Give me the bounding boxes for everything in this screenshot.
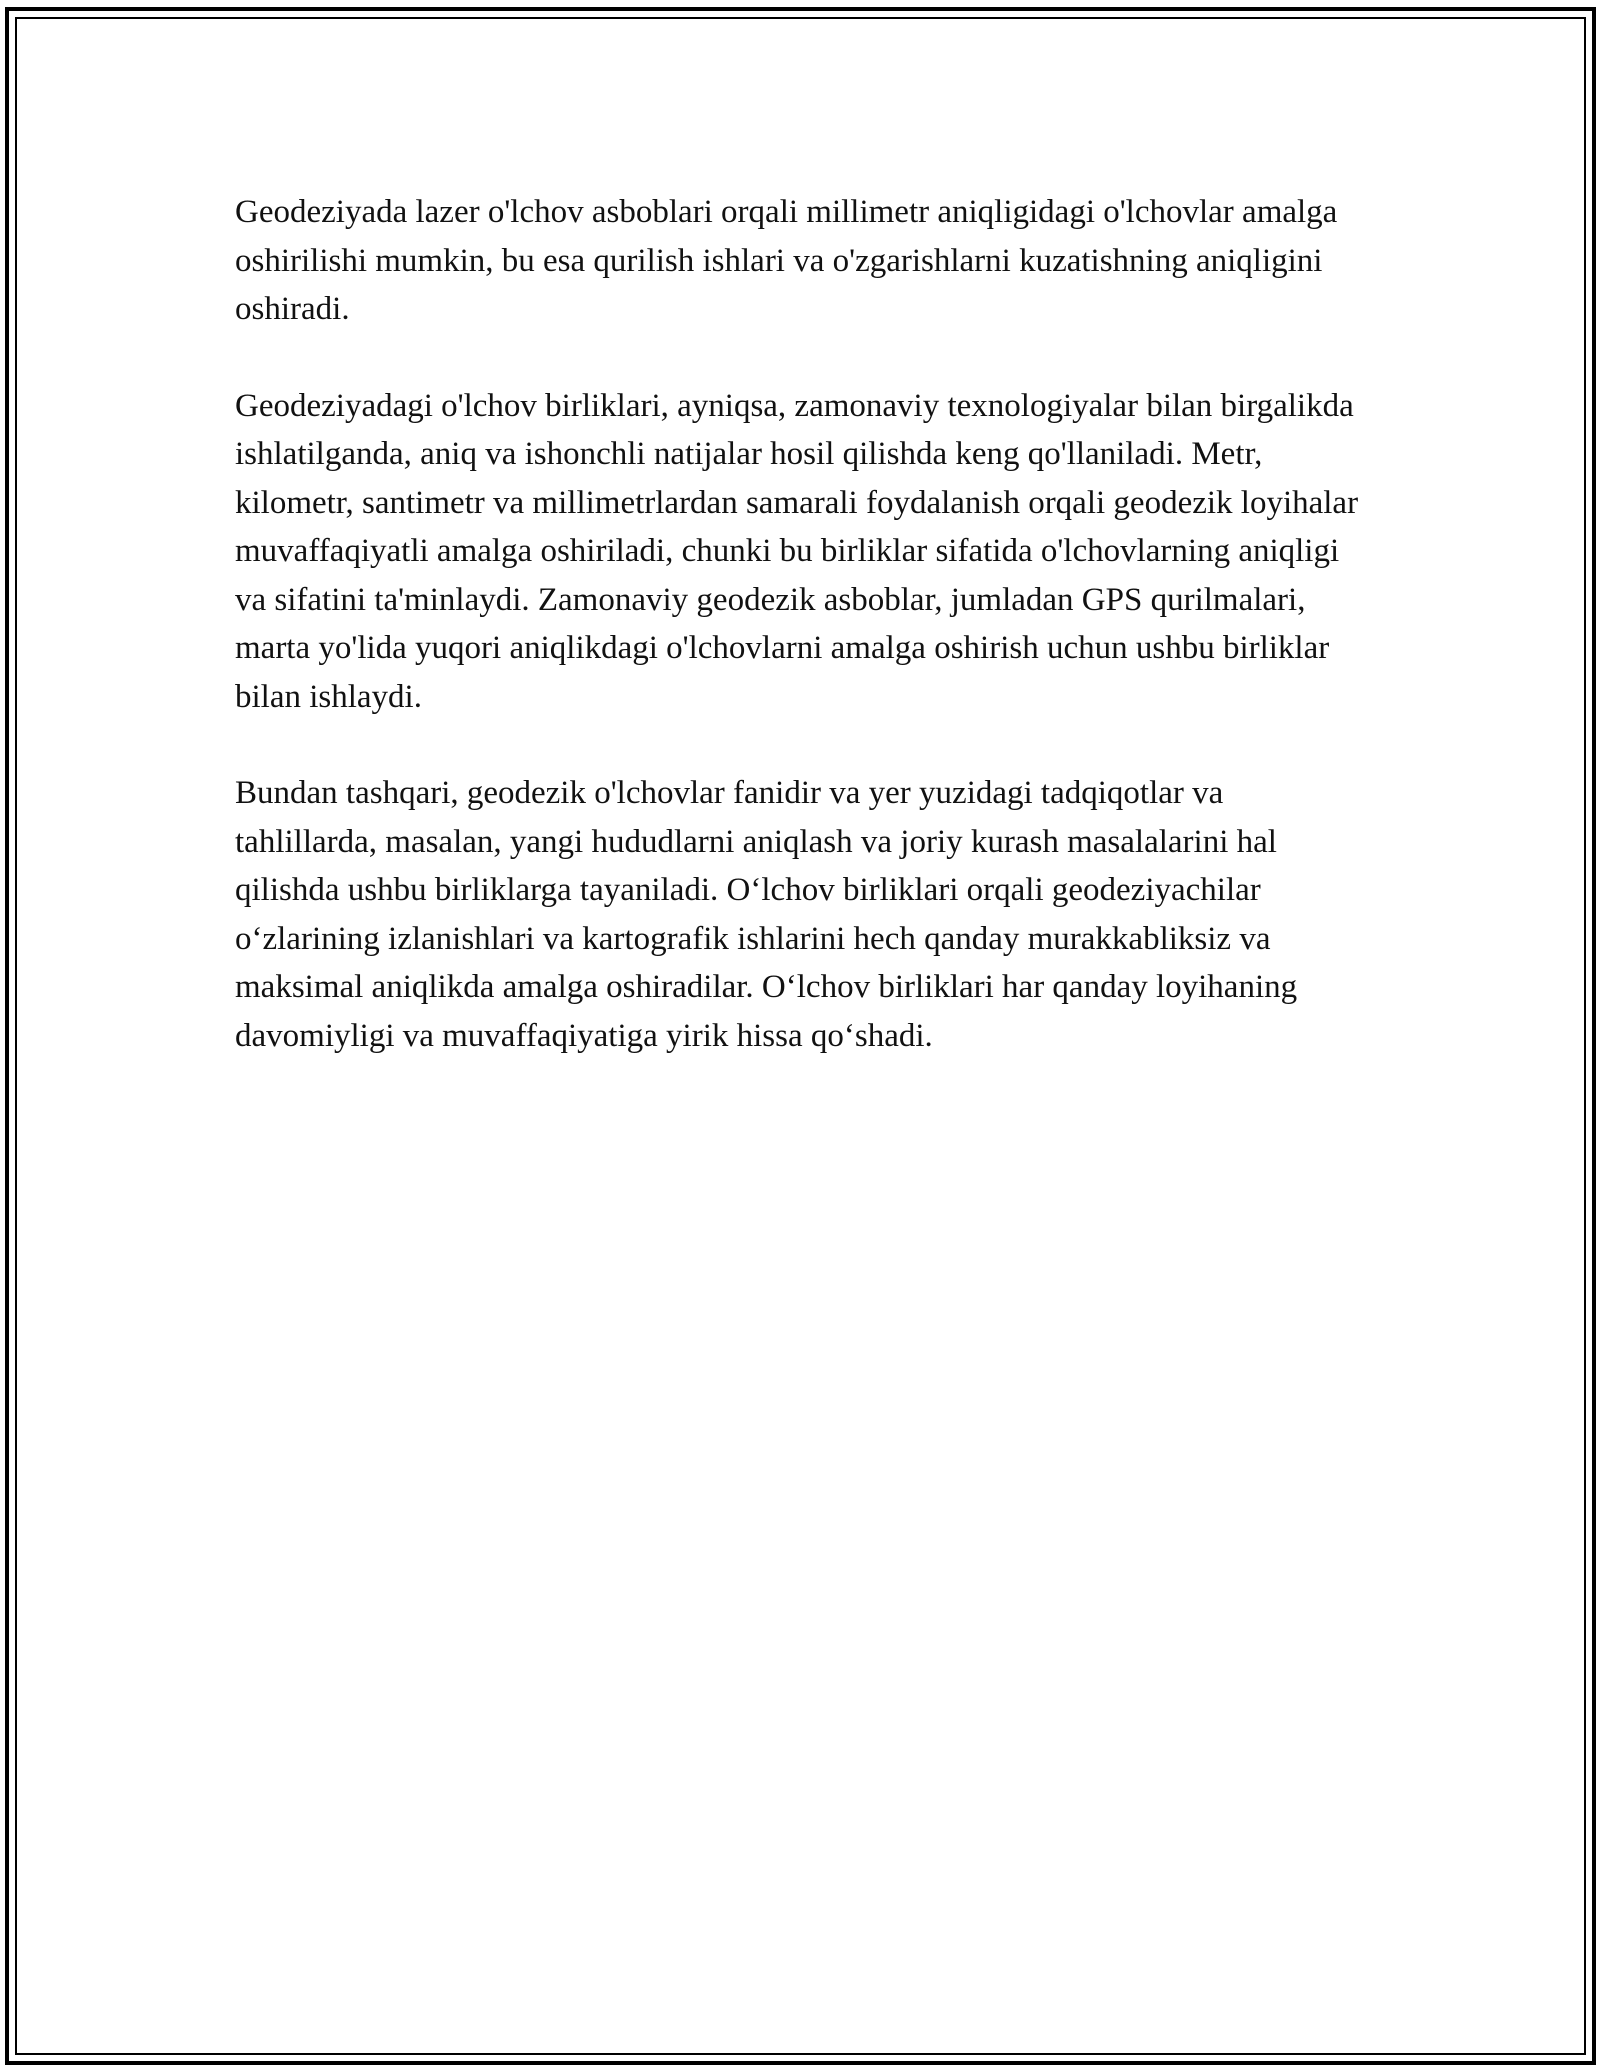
paragraph-2: Geodeziyadagi o'lchov birliklari, ayniqsa, zamonaviy texnologiyalar bilan birgalikda ishlatilganda, aniq va ishonchli natijalar hosil qilishda keng qo'llaniladi. Metr, kilometr, santimetr va millimetrlardan samarali foydalanish orqali geodezik loyihalar muvaffaqiyatli amalga oshiriladi, chunki bu birliklar sifatida o'lchovlarning aniqligi va sifatini ta'minlaydi. Zamonaviy geodezik asboblar, jumladan GPS qurilmalari, marta yo'lida yuqori aniqlikdagi o'lchovlarni amalga oshirish uchun ushbu birliklar bilan ishlaydi. xyxy=(235,387,1359,715)
paragraph-1: Geodeziyada lazer o'lchov asboblari orqali millimetr aniqligidagi o'lchovlar amalga oshirilishi mumkin, bu esa qurilish ishlari va o'zgarishlarni kuzatishning aniqligini oshiradi. xyxy=(235,194,1338,327)
paragraph-3: Bundan tashqari, geodezik o'lchovlar fanidir va yer yuzidagi tadqiqotlar va tahlillarda, masalan, yangi hududlarni aniqlash va joriy kurash masalalarini hal qilishda ushbu birliklarga tayaniladi. O‘lchov birliklari orqali geodeziyachilar o‘zlarining izlanishlari va kartografik ishlarini hech qanday murakkabliksiz va maksimal aniqlikda amalga oshiradilar. O‘lchov birliklari har qanday loyihaning davomiyligi va muvaffaqiyatiga yirik hissa qo‘shadi. xyxy=(235,775,1298,1054)
document-body xyxy=(235,188,1365,1108)
